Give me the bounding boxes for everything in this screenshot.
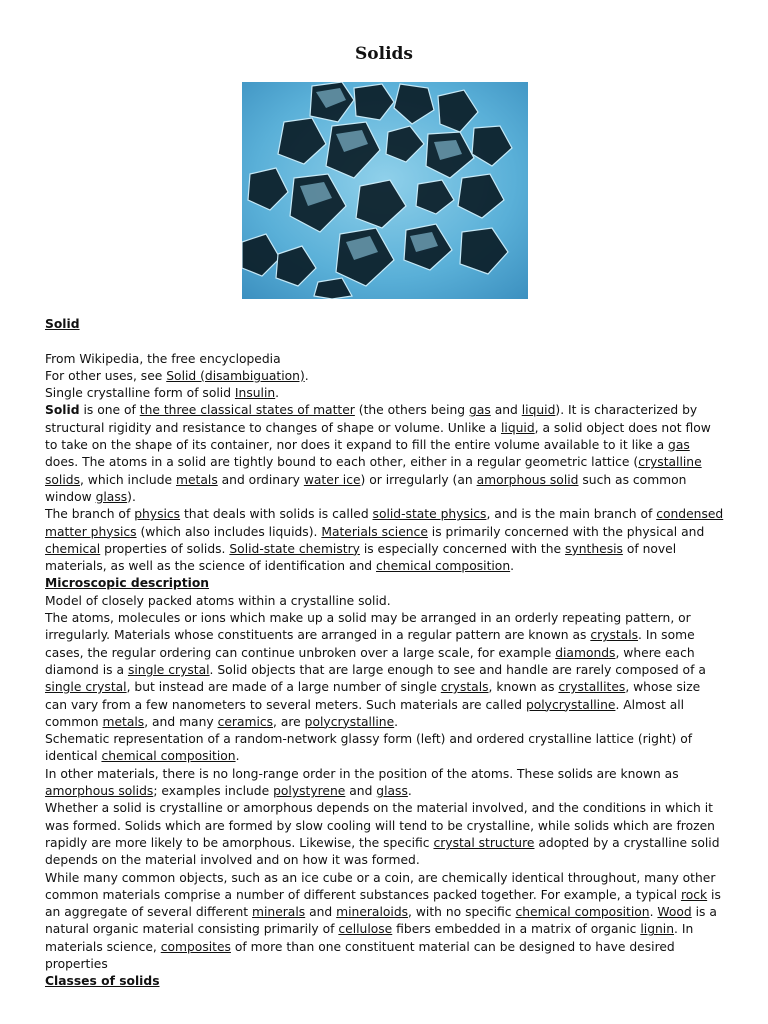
wiki-link[interactable]: glass [95,489,128,504]
wiki-link[interactable]: chemical composition [101,749,236,764]
wiki-link[interactable]: crystals [440,680,489,695]
wiki-link[interactable]: liquid [521,403,556,418]
wiki-link[interactable]: crystalline solids [45,455,702,487]
wiki-link[interactable]: chemical composition [515,905,650,920]
paragraph-branch: The branch of physics that deals with solids is called solid-state physics, and is the main branch of condensed matter physics (which also includes liquids). Materials science is primarily concerned with the physical and chemical properties of solids. Solid-state chemistry is especially concerned with the synthesis of novel materials, as well as the science of identification and chemical composition. [45,507,724,574]
wiki-link[interactable]: water ice [303,472,361,487]
wiki-link[interactable]: mineraloids [336,905,409,920]
wiki-link[interactable]: crystallites [558,680,626,695]
wiki-link[interactable]: liquid [501,420,535,435]
wiki-link[interactable]: amorphous solid [476,472,579,487]
wiki-link[interactable]: lignin [640,922,675,937]
wiki-link[interactable]: chemical [45,541,101,556]
wiki-link[interactable]: solid-state physics [372,507,487,522]
section-heading-classes: Classes of solids [45,974,160,989]
paragraph-definition: Solid is one of the three classical states of matter (the others being gas and liquid). It is characterized by structural rigidity and resistance to changes of shape or volume. Unlike a liquid, a solid object does not flow to take on the shape of its container, nor does it expand to fill the entire volume available to it like a gas does. The atoms in a solid are tightly bound to each other, either in a regular geometric lattice (crystalline solids, which include metals and ordinary water ice) or irregularly (an amorphous solid such as common window glass). [45,403,711,504]
wiki-link[interactable]: polycrystalline [525,697,616,712]
wiki-link[interactable]: Wood [657,905,692,920]
wiki-link[interactable]: polycrystalline [304,714,395,729]
wiki-link[interactable]: synthesis [565,541,623,556]
intro-caption-line: Single crystalline form of solid Insulin. [45,386,280,401]
intro-disambiguation-line: For other uses, see Solid (disambiguation). [45,368,309,383]
wiki-link[interactable]: metals [176,472,218,487]
wiki-link[interactable]: cellulose [338,922,393,937]
wiki-link[interactable]: gas [469,403,491,418]
wiki-link[interactable]: Solid (disambiguation) [166,368,305,383]
paragraph-amorphous: In other materials, there is no long-range order in the position of the atoms. These solids are known as amorphous solids; examples include polystyrene and glass. [45,766,679,799]
wiki-link[interactable]: crystals [590,628,639,643]
section-heading-microscopic: Microscopic description [45,576,210,591]
insulin-crystal-photo [242,82,528,299]
wiki-link[interactable]: Insulin [234,386,276,401]
wiki-link[interactable]: minerals [252,905,306,920]
wiki-link[interactable]: Solid-state chemistry [229,541,360,556]
wiki-link[interactable]: Materials science [321,524,428,539]
page-title: Solids [355,44,413,64]
paragraph-formation: Whether a solid is crystalline or amorphous depends on the material involved, and the conditions in which it was formed. Solids which are formed by slow cooling will tend to be crystalline, while solids which are frozen rapidly are more likely to be amorphous. Likewise, the specific crystal structure adopted by a crystalline solid depends on the material involved and on how it was formed. [45,801,720,868]
wiki-link[interactable]: condensed matter physics [45,507,724,539]
paragraph-crystals: The atoms, molecules or ions which make up a solid may be arranged in an orderly repeating pattern, or irregularly. Materials whose constituents are arranged in a regular pattern are known as crystals. In some cases, the regular ordering can continue unbroken over a large scale, for example diamonds, where each diamond is a single crystal. Solid objects that are large enough to see and handle are rarely composed of a single crystal, but instead are made of a large number of single crystals, known as crystallites, whose size can vary from a few nanometers to several meters. Such materials are called polycrystalline. Almost all common metals, and many ceramics, are polycrystalline. [45,611,706,729]
wiki-link[interactable]: crystal structure [433,835,535,850]
wiki-link[interactable]: physics [134,507,181,522]
wiki-link[interactable]: the three classical states of matter [139,403,355,418]
wiki-link[interactable]: ceramics [217,714,274,729]
wiki-link[interactable]: glass [376,784,408,799]
wiki-link[interactable]: diamonds [555,645,616,660]
wiki-link[interactable]: amorphous solids [45,784,154,799]
wiki-link[interactable]: rock [680,887,708,902]
wiki-link[interactable]: single crystal [127,662,210,677]
wiki-link[interactable]: composites [160,939,231,954]
wiki-link[interactable]: polystyrene [273,784,346,799]
micro-caption-model: Model of closely packed atoms within a crystalline solid. [45,593,391,608]
wiki-link[interactable]: gas [668,438,690,453]
article-body [45,316,725,991]
micro-caption-schematic: Schematic representation of a random-network glassy form (left) and ordered crystalline lattice (right) of identical chemical composition. [45,732,693,764]
wiki-link[interactable]: metals [102,714,145,729]
intro-source-line: From Wikipedia, the free encyclopedia [45,351,281,366]
bold-term: Solid [45,403,80,418]
wiki-link[interactable]: chemical composition [376,559,511,574]
section-heading-solid: Solid [45,317,80,331]
paragraph-composites: While many common objects, such as an ice cube or a coin, are chemically identical throughout, many other common materials comprise a number of different substances packed together. For example, a typical rock is an aggregate of several different minerals and mineraloids, with no specific chemical composition. Wood is a natural organic material consisting primarily of cellulose fibers embedded in a matrix of organic lignin. In materials science, composites of more than one constituent material can be designed to have desired properties [45,870,721,971]
wiki-link[interactable]: single crystal [45,680,127,695]
